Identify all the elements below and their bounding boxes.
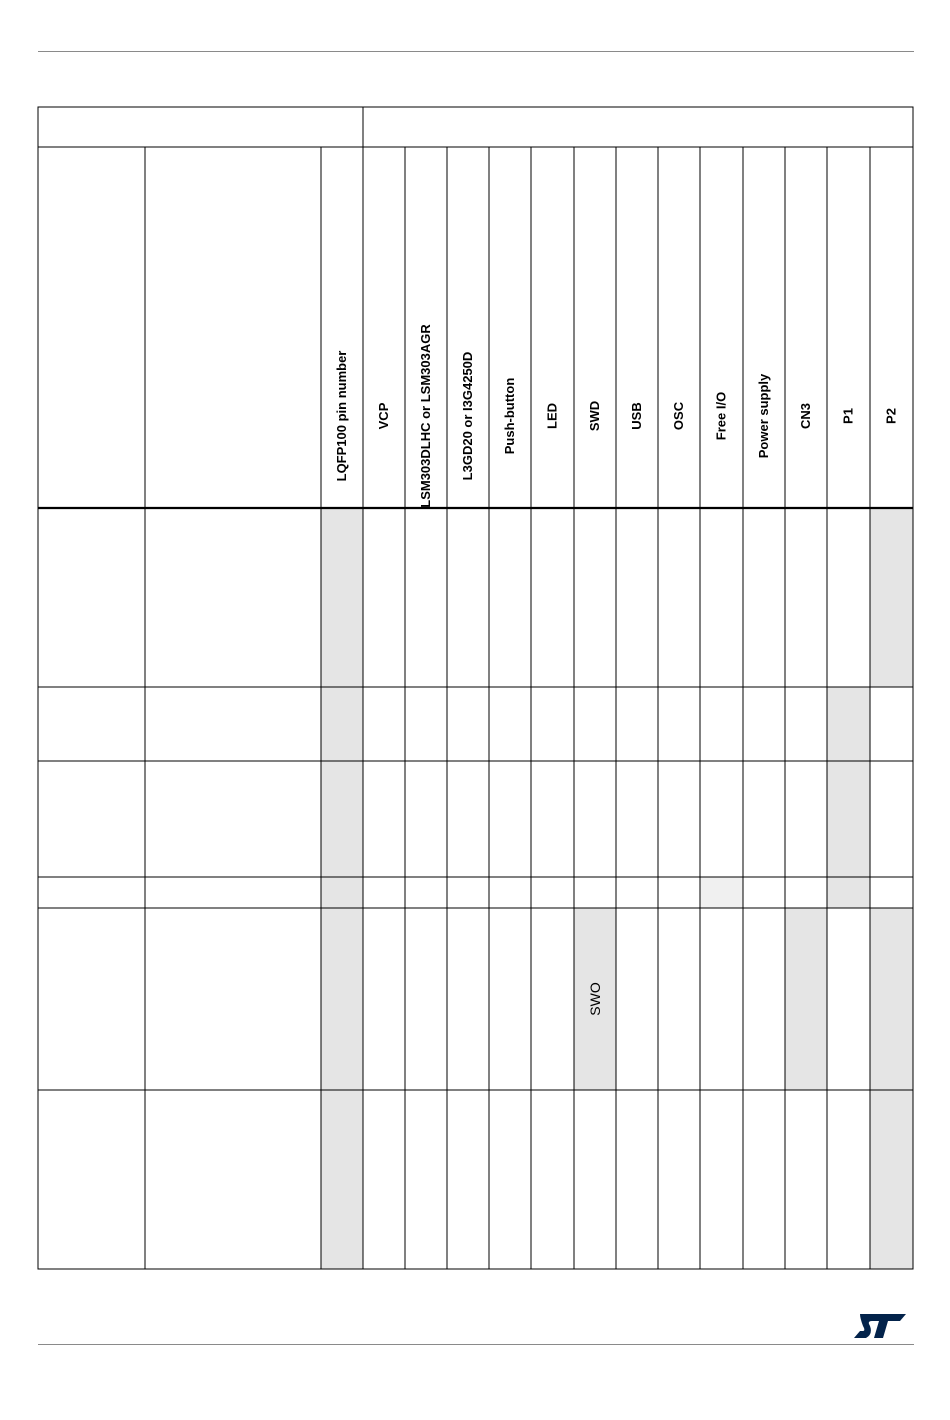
pin-assignment-table [37,106,915,1272]
shaded-cell [321,687,363,761]
shaded-cell [827,761,870,877]
footer-rule [38,1344,914,1345]
column-header-label: USB [629,402,644,430]
column-header-label: P1 [840,408,856,424]
column-header-label: Power supply [756,373,771,459]
column-header-label: L3GD20 or I3G4250D [460,351,475,481]
column-header-label: P2 [883,408,899,424]
column-header-5 [460,352,475,481]
column-header-6 [502,378,517,455]
table-border [38,107,913,1269]
column-header-14 [841,408,856,424]
column-header-13 [798,403,813,429]
column-header-4 [418,324,433,508]
header-rule [38,51,914,52]
shaded-cell [321,908,363,1090]
column-header-15 [884,408,899,424]
column-header-label: LED [544,403,560,429]
shaded-cell [827,687,870,761]
shaded-cell [785,908,827,1090]
column-header-label: LSM303DLHC or LSM303AGR [418,324,433,508]
shaded-cell [321,1090,363,1269]
cell-4-8 [587,982,603,1016]
shaded-cell [827,877,870,908]
light-shaded-cell [700,877,743,908]
column-header-12 [756,373,771,458]
cell-label: SWO [587,982,603,1016]
st-logo-icon [854,1312,908,1340]
shaded-cell [870,908,913,1090]
column-header-8 [587,401,602,431]
shaded-cell [870,1090,913,1269]
table-grid [37,106,915,1272]
column-header-label: OSC [671,401,686,431]
column-header-7 [545,403,560,429]
column-header-10 [671,401,686,430]
column-header-3 [376,402,391,429]
column-header-label: Push-button [502,377,517,455]
shaded-cell [321,508,363,687]
column-header-label: LQFP100 pin number [334,350,349,482]
column-header-label: VCP [376,402,391,430]
column-header-label: CN3 [798,402,813,430]
column-header-label: Free I/O [713,391,729,441]
column-header-2 [334,351,349,482]
shaded-cell [321,877,363,908]
column-header-label: SWD [587,400,602,432]
shaded-cell [321,761,363,877]
column-header-9 [629,402,644,429]
shaded-cell [870,508,913,687]
column-header-11 [714,392,729,440]
